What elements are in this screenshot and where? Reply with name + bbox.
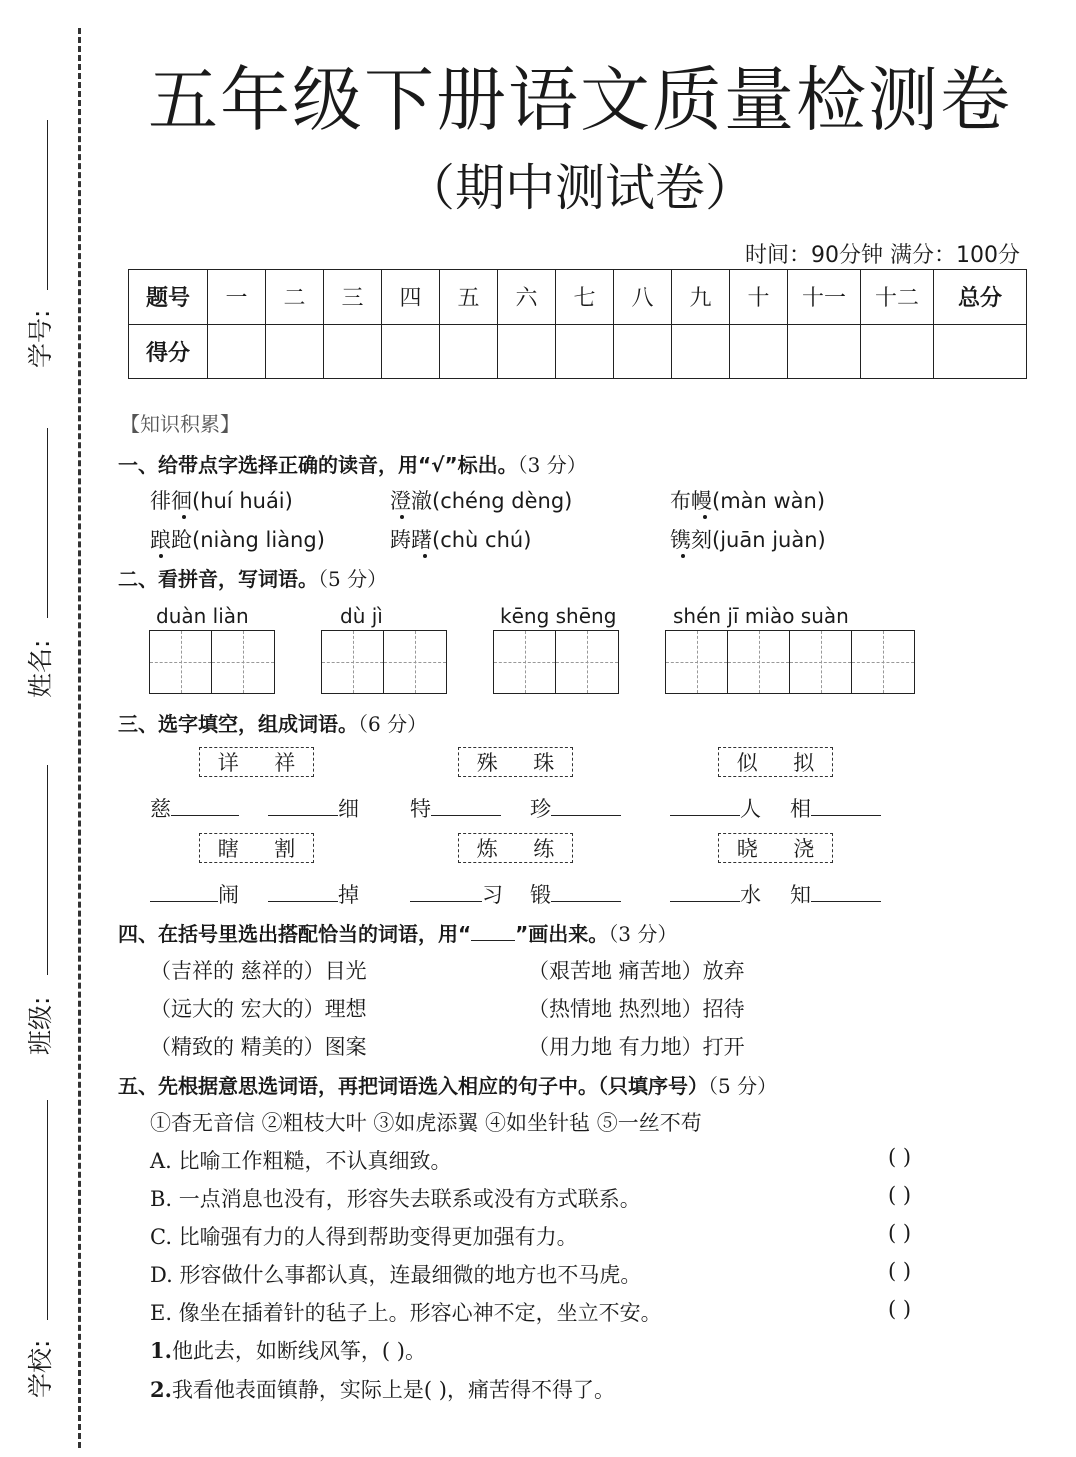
column-header: 一 [208,270,266,325]
emphasis-dot [681,554,685,558]
row-label: 得分 [129,324,208,379]
score-cell[interactable] [556,324,614,379]
fill-word: 人 [670,793,761,823]
q5-sentence[interactable]: 2.我看他表面镇静，实际上是( )，痛苦得不得了。 [150,1377,615,1402]
q4-item[interactable]: （用力地 有力地）打开 [528,1035,745,1059]
fill-word: 习 [410,879,503,909]
writing-cell[interactable] [790,631,852,693]
column-header: 六 [498,270,556,325]
answer-paren[interactable]: ( ) [888,1259,912,1283]
page-subtitle: （期中测试卷） [405,159,755,217]
column-header: 三 [324,270,382,325]
q1-item: 镌刻(juān juàn) [670,528,826,552]
char-choice-box: 炼 练 [458,833,573,863]
column-header: 十二 [861,270,934,325]
answer-paren[interactable]: ( ) [888,1183,912,1207]
q5-definition: A. 比喻工作粗糙，不认真细致。 [150,1149,452,1173]
score-cell[interactable] [730,324,788,379]
binding-dash-line [78,28,81,1448]
name-label: 姓名: [26,639,55,698]
writing-grid[interactable] [665,630,915,694]
score-cell[interactable] [324,324,382,379]
emphasis-dot [423,554,427,558]
writing-cell[interactable] [322,631,384,693]
q5-definition: C. 比喻强有力的人得到帮助变得更加强有力。 [150,1225,578,1249]
fill-word: 锻 [530,879,621,909]
question-3-title: 三、选字填空，组成词语。（6 分） [118,712,428,736]
pinyin-prompt: duàn liàn [156,604,249,628]
answer-blank[interactable] [811,815,881,816]
student-id-line[interactable] [47,120,48,290]
row-label: 题号 [129,270,208,325]
question-5-title: 五、先根据意思选词语，再把词语选入相应的句子中。（只填序号）（5 分） [118,1074,778,1098]
writing-cell[interactable] [852,631,914,693]
q5-options: ①杳无音信 ②粗枝大叶 ③如虎添翼 ④如坐针毡 ⑤一丝不苟 [150,1111,702,1135]
writing-cell[interactable] [384,631,446,693]
writing-grid[interactable] [493,630,619,694]
score-row [129,324,1027,379]
emphasis-dot [400,515,404,519]
writing-cell[interactable] [556,631,618,693]
writing-cell[interactable] [212,631,274,693]
writing-cell[interactable] [494,631,556,693]
fill-word: 水 [670,879,761,909]
emphasis-dot [703,515,707,519]
pinyin-prompt: shén jī miào suàn [673,604,849,628]
fill-word: 闹 [150,879,239,909]
writing-cell[interactable] [728,631,790,693]
time-info: 时间：90分钟 满分：100分 [745,243,1020,268]
question-1-title: 一、给带点字选择正确的读音，用“√”标出。（3 分） [118,453,587,477]
page-title: 五年级下册语文质量检测卷 [148,59,1012,141]
question-2-title: 二、看拼音，写词语。（5 分） [118,567,388,591]
q1-item: 澄澈(chéng dèng) [390,489,573,513]
q1-item: 徘徊(huí huái) [150,489,293,513]
score-cell[interactable] [382,324,440,379]
score-cell[interactable] [440,324,498,379]
answer-blank[interactable] [171,815,239,816]
q1-item: 踌躇(chù chú) [390,528,532,552]
answer-blank[interactable] [431,815,501,816]
writing-cell[interactable] [150,631,212,693]
q1-item: 踉跄(niàng liàng) [150,528,325,552]
q4-item[interactable]: （精致的 精美的）图案 [150,1035,367,1059]
question-number-row [129,270,1027,325]
score-table [128,269,1027,379]
q4-item[interactable]: （热情地 热烈地）招待 [528,997,745,1021]
answer-blank[interactable] [268,815,338,816]
score-cell[interactable] [266,324,324,379]
fill-word: 细 [268,793,359,823]
char-choice-box: 瞎 割 [199,833,314,863]
school-line[interactable] [47,1100,48,1320]
score-cell[interactable] [498,324,556,379]
school-label: 学校: [26,1339,55,1398]
answer-blank[interactable] [551,815,621,816]
writing-grid[interactable] [321,630,447,694]
answer-blank[interactable] [268,901,338,902]
emphasis-dot [159,554,163,558]
q1-item: 布幔(màn wàn) [670,489,826,513]
answer-paren[interactable]: ( ) [888,1145,912,1169]
q4-item[interactable]: （远大的 宏大的）理想 [150,997,367,1021]
student-id-label: 学号: [26,309,55,368]
section-tag: 【知识积累】 [120,412,240,436]
q5-definition: B. 一点消息也没有，形容失去联系或没有方式联系。 [150,1187,641,1211]
q5-definition: E. 像坐在插着针的毡子上。形容心神不定，坐立不安。 [150,1301,662,1325]
column-header: 十 [730,270,788,325]
score-cell[interactable] [788,324,861,379]
emphasis-dot [182,515,186,519]
underline-sample [471,940,515,941]
pinyin-prompt: dù jì [340,604,383,628]
score-cell[interactable] [672,324,730,379]
answer-paren[interactable]: ( ) [888,1221,912,1245]
name-line[interactable] [47,428,48,618]
char-choice-box: 殊 珠 [458,747,573,777]
writing-cell[interactable] [666,631,728,693]
fill-word: 知 [790,879,881,909]
fill-word: 相 [790,793,881,823]
total-header: 总分 [934,270,1027,325]
answer-blank[interactable] [811,901,881,902]
answer-blank[interactable] [670,901,740,902]
answer-blank[interactable] [670,815,740,816]
column-header: 二 [266,270,324,325]
q4-item[interactable]: （吉祥的 慈祥的）目光 [150,959,367,983]
column-header: 五 [440,270,498,325]
score-cell[interactable] [861,324,934,379]
fill-word: 特 [410,793,501,823]
char-choice-box: 详 祥 [199,747,314,777]
answer-paren[interactable]: ( ) [888,1297,912,1321]
total-score-cell[interactable] [934,324,1027,379]
char-choice-box: 晓 浇 [718,833,833,863]
q5-sentence[interactable]: 1.他此去，如断线风筝，( )。 [150,1338,426,1363]
answer-blank[interactable] [551,901,621,902]
char-choice-box: 似 拟 [718,747,833,777]
fill-word: 掉 [268,879,359,909]
score-cell[interactable] [208,324,266,379]
question-4-title: 四、在括号里选出搭配恰当的词语，用“ ”画出来。（3 分） [118,922,678,946]
q4-item[interactable]: （艰苦地 痛苦地）放弃 [528,959,745,983]
column-header: 四 [382,270,440,325]
q5-definition: D. 形容做什么事都认真，连最细微的地方也不马虎。 [150,1263,642,1287]
fill-word: 珍 [530,793,621,823]
column-header: 八 [614,270,672,325]
column-header: 十一 [788,270,861,325]
score-cell[interactable] [614,324,672,379]
answer-blank[interactable] [150,901,218,902]
writing-grid[interactable] [149,630,275,694]
column-header: 七 [556,270,614,325]
class-label: 班级: [26,996,55,1055]
class-line[interactable] [47,765,48,975]
column-header: 九 [672,270,730,325]
pinyin-prompt: kēng shēng [500,604,617,628]
answer-blank[interactable] [410,901,482,902]
fill-word: 慈 [150,793,239,823]
